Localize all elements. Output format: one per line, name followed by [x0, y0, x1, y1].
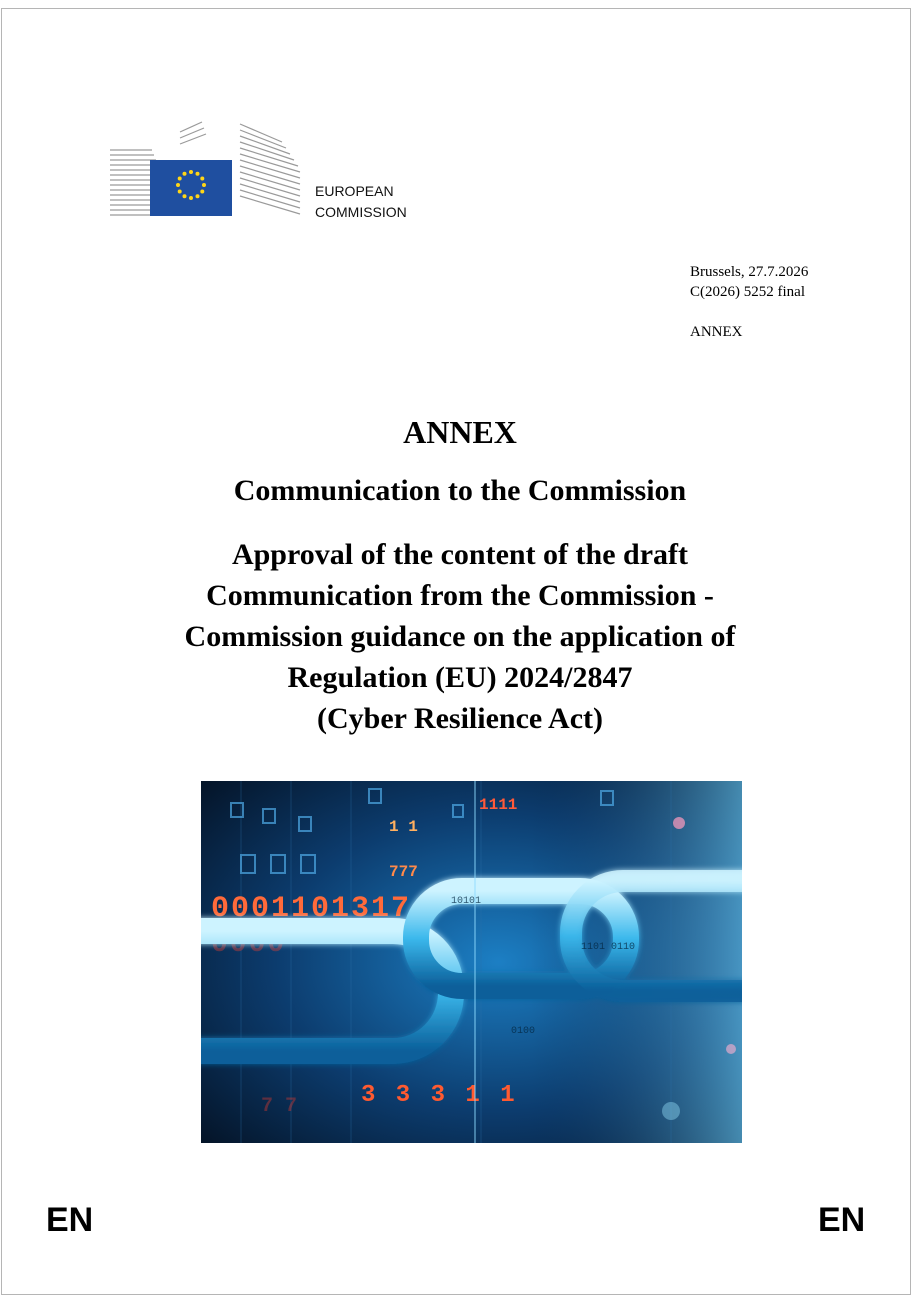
language-code-right: EN	[818, 1201, 866, 1239]
document-reference-block	[690, 262, 808, 342]
language-code-left: EN	[46, 1201, 94, 1239]
annex-title: ANNEX	[403, 414, 517, 450]
subject-line: Approval of the content of the draft	[231, 538, 689, 571]
binary-digits: 0100	[511, 1026, 536, 1037]
binary-digits: 1 1	[389, 818, 418, 836]
eu-flag-icon	[150, 160, 232, 216]
place-date: Brussels, 27.7.2026	[690, 264, 809, 280]
chain-link-image	[201, 781, 742, 1143]
subject-line: Communication from the Commission -	[206, 579, 714, 612]
european-commission-logo	[110, 120, 310, 220]
svg-text:0000: 0000	[211, 929, 287, 960]
document-reference: C(2026) 5252 final	[690, 284, 805, 300]
subject-title	[60, 534, 860, 739]
binary-digits: 1111	[479, 796, 518, 814]
binary-digits: 10101	[451, 896, 482, 907]
svg-text:7 7: 7 7	[261, 1095, 298, 1118]
title-block	[60, 410, 860, 739]
subject-line: Commission guidance on the application of	[184, 620, 736, 653]
organisation-line-1: EUROPEAN	[315, 183, 394, 199]
organisation-line-2: COMMISSION	[315, 204, 407, 220]
subject-line: Regulation (EU) 2024/2847	[287, 661, 633, 694]
binary-digits: 1101 0110	[581, 942, 636, 953]
annex-reference: ANNEX	[690, 324, 743, 340]
communication-title: Communication to the Commission	[233, 474, 687, 507]
binary-digits: 777	[389, 863, 418, 881]
subject-line: (Cyber Resilience Act)	[316, 702, 604, 735]
organisation-name	[315, 181, 407, 223]
binary-digits: 0001101317	[211, 892, 412, 926]
binary-digits: 3 3 3 1 1	[361, 1082, 518, 1109]
